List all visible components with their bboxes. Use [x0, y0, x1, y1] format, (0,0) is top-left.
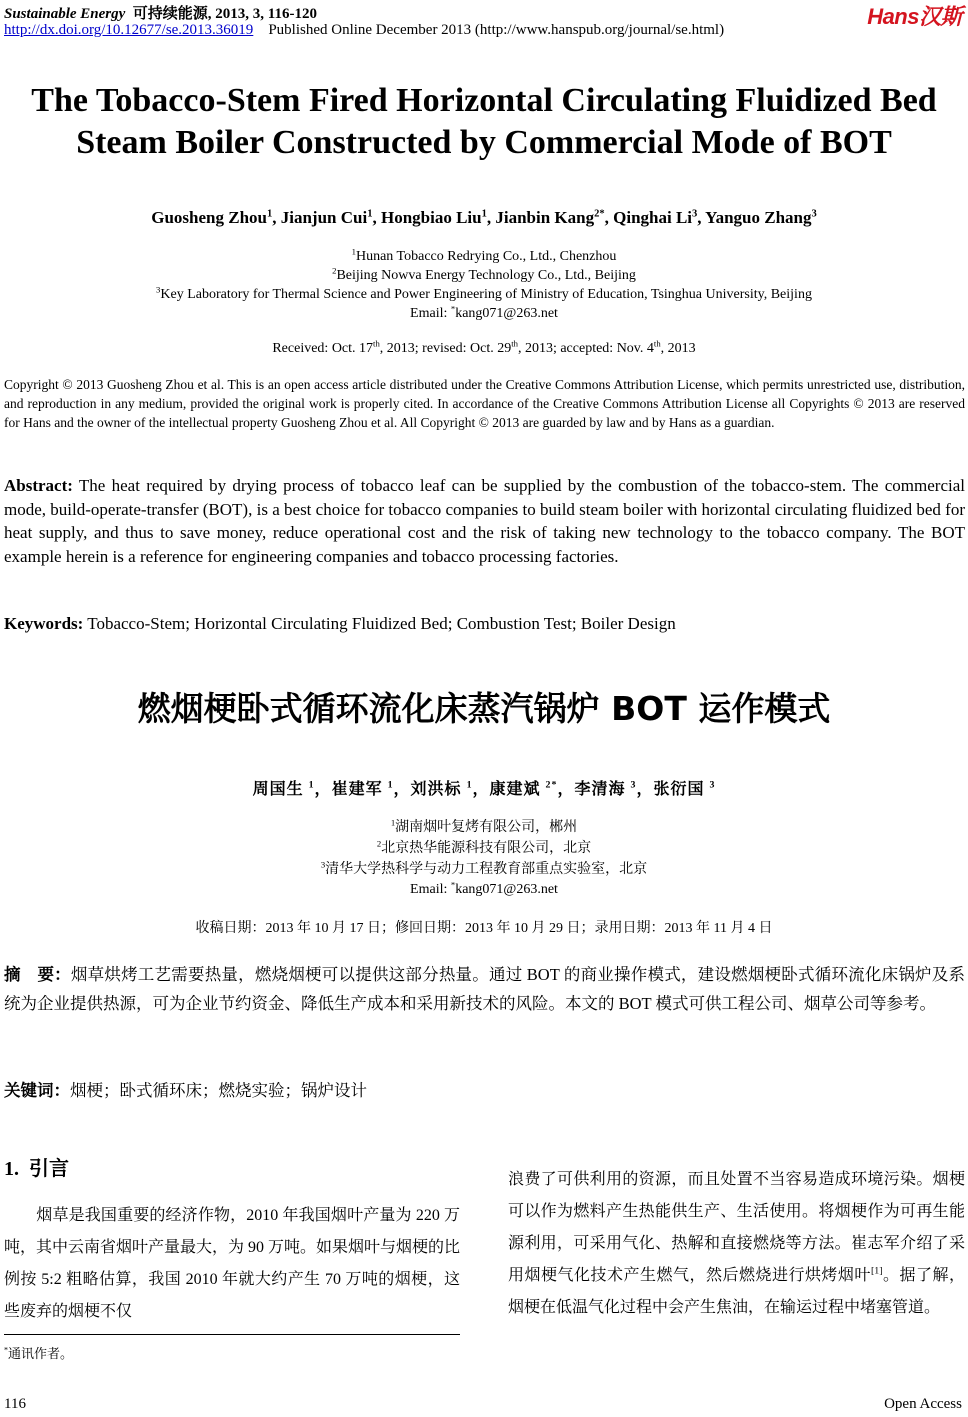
journal-name-cn: 可持续能源, 2013, 3, 116-120 [132, 6, 317, 22]
paper-title-en [0, 80, 968, 164]
author-separator: , [486, 208, 496, 227]
affiliation-marker: 3 [156, 284, 161, 295]
affiliation-text: 湖南烟叶复烤有限公司，郴州 [395, 820, 578, 835]
affiliation-text: Key Laboratory for Thermal Science and Power Engineering of Ministry of Education, Tsinghua University, Beijing [160, 287, 812, 302]
paper-title-cn: 燃烟梗卧式循环流化床蒸汽锅炉 BOT 运作模式 [137, 689, 831, 728]
author-affiliation-marker: 3 [811, 208, 817, 220]
body-text-left: 烟草是我国重要的经济作物，2010 年我国烟叶产量为 220 万吨，其中云南省烟叶产量最大，为 90 万吨。如果烟叶与烟梗的比例按 5:2 粗略估算，我国 2010 年就大约产生 70 万吨的烟梗，这些废弃的烟梗不仅 [4, 1207, 461, 1320]
author-name: Qinghai Li [613, 208, 693, 227]
author-affiliation-marker: 3 [709, 779, 716, 791]
author-separator: ， [472, 781, 490, 798]
email-address[interactable]: kang071@263.net [455, 306, 558, 321]
email-label: Email: [410, 306, 451, 321]
abstract-text: The heat required by drying process of tobacco leaf can be supplied by the combustion of the tobacco-stem. The commercial mode, build-operate-transfer (BOT), is a best choice for tobacco companies to build steam boiler with horizontal circulating fluidized bed for heat supply, and thus to save money, reduce operational cost and the risk of taking new technology to the tobacco company. The BOT example herein is a reference for engineering companies and tobacco processing factories. [4, 476, 965, 566]
author-name: Jianbin Kang [495, 208, 595, 227]
footnote: *通讯作者。 [4, 1345, 74, 1361]
doi-line [4, 22, 724, 39]
author-separator: , [372, 208, 381, 227]
affiliation-marker: 2 [332, 265, 337, 276]
published-info: Published Online December 2013 (http://www.hanspub.org/journal/se.html) [268, 22, 725, 38]
author-separator: ， [557, 781, 575, 798]
keywords-text-cn: 烟梗；卧式循环床；燃烧实验；锅炉设计 [70, 1081, 367, 1100]
author-affiliation-marker: 1 [387, 779, 394, 791]
footnote-divider [4, 1334, 460, 1335]
received-dates-cn: 收稿日期：2013 年 10 月 17 日；修回日期：2013 年 10 月 29 日；录用日期：2013 年 11 月 4 日 [195, 921, 773, 936]
email-line-cn: Email: *kang071@263.net [410, 879, 558, 897]
author-name: Hongbiao Liu [380, 208, 482, 227]
author-name: 崔建军 [331, 781, 388, 798]
affiliations-en [0, 247, 968, 304]
author-affiliation-marker: 1 [367, 208, 373, 220]
author-separator: , [272, 208, 281, 227]
journal-name: Sustainable Energy [4, 6, 126, 22]
author-name: 康建斌 [489, 781, 546, 798]
author-affiliation-marker: 1 [266, 208, 273, 220]
author-name: 周国生 [252, 781, 309, 798]
affiliation [0, 859, 968, 880]
affiliation-text: 北京热华能源科技有限公司，北京 [381, 841, 592, 856]
author-separator: , [604, 208, 614, 227]
author-affiliation-marker: 3 [630, 779, 637, 791]
author-affiliation-marker: 2* [594, 208, 605, 220]
publisher-logo: Hans汉斯 [867, 4, 962, 29]
author-affiliation-marker: 1 [466, 779, 473, 791]
affiliation [0, 247, 968, 266]
affiliation-text: Hunan Tobacco Redrying Co., Ltd., Chenzhou [355, 249, 617, 264]
section-heading: 1. 引言 [4, 1158, 69, 1180]
author-name: Jianjun Cui [280, 208, 368, 227]
keywords-label: Keywords: [4, 614, 84, 633]
body-text-right: 浪费了可供利用的资源，而且处置不当容易造成环境污染。烟梗可以作为燃料产生热能供生产、生活使用。将烟梗作为可再生能源利用，可采用气化、热解和直接燃烧等方法。崔志军介绍了采用烟梗气化技术产生燃气，然后燃烧进行烘烤烟叶[1]。据了解，烟梗在低温气化过程中会产生焦油，在输运过程中堵塞管道。 [508, 1171, 965, 1316]
affiliation [0, 266, 968, 285]
author-name: Yanguo Zhang [705, 208, 812, 227]
abstract-text-cn: 烟草烘烤工艺需要热量，燃烧烟梗可以提供这部分热量。通过 BOT 的商业操作模式，建设燃烟梗卧式循环流化床锅炉及系统为企业提供热源，可为企业节约资金、降低生产成本和采用新技术的风险。本文的 BOT 模式可供工程公司、烟草公司等参考。 [4, 965, 966, 1013]
author-separator: ， [393, 781, 411, 798]
author-affiliation-marker: 1 [481, 208, 487, 220]
keywords-label-cn: 关键词： [4, 1081, 70, 1100]
author-name: Guosheng Zhou [151, 208, 267, 227]
keywords-en [4, 612, 965, 636]
affiliation-marker: 3 [320, 859, 326, 870]
affiliation-text: 清华大学热科学与动力工程教育部重点实验室，北京 [325, 862, 648, 877]
affiliation [0, 838, 968, 859]
doi-link[interactable]: http://dx.doi.org/10.12677/se.2013.36019 [4, 22, 254, 38]
journal-header [4, 2, 317, 23]
abstract-cn [4, 960, 965, 1018]
author-separator: , [697, 208, 706, 227]
affiliation [0, 817, 968, 838]
affiliation-marker: 1 [390, 817, 396, 828]
copyright-notice: Copyright © 2013 Guosheng Zhou et al. This is an open access article distributed under the Creative Commons Attribution License, which permits unrestricted use, distribution, and reproduction in any medium, provided the original work is properly cited. In accordance of the Creative Commons Attribution License all Copyrights © 2013 are reserved for Hans and the owner of the intellectual property Guosheng Zhou et al. All Copyright © 2013 are guarded by law and by Hans as a guardian. [4, 377, 965, 430]
citation-ref[interactable]: [1] [870, 1265, 883, 1277]
keywords-text: Tobacco-Stem; Horizontal Circulating Fluidized Bed; Combustion Test; Boiler Design [83, 614, 676, 633]
received-dates: Received: Oct. 17th, 2013; revised: Oct. 29th, 2013; accepted: Nov. 4th, 2013 [272, 338, 696, 356]
affiliation-marker: 1 [351, 246, 356, 257]
affiliation-marker: 2 [376, 838, 382, 849]
title-line: The Tobacco-Stem Fired Horizontal Circulating Fluidized Bed [31, 82, 937, 119]
abstract-label: Abstract: [4, 476, 73, 495]
author-list-en [0, 208, 968, 228]
author-name: 刘洪标 [410, 781, 467, 798]
affiliation-text: Beijing Nowva Energy Technology Co., Ltd., Beijing [336, 268, 636, 283]
author-name: 李清海 [574, 781, 631, 798]
author-affiliation-marker: 3 [692, 208, 698, 220]
email-line [0, 304, 968, 323]
affiliation [0, 285, 968, 304]
author-separator: ， [636, 781, 654, 798]
page-number: 116 [4, 1396, 26, 1412]
affiliations-cn [0, 817, 968, 880]
title-line: Steam Boiler Constructed by Commercial Mode of BOT [76, 124, 892, 161]
keywords-cn [4, 1076, 965, 1105]
author-list-cn [0, 776, 968, 799]
email-marker: * [450, 303, 456, 314]
author-separator: ， [314, 781, 332, 798]
author-affiliation-marker: 2* [545, 779, 558, 791]
abstract-en [4, 474, 965, 568]
author-affiliation-marker: 1 [308, 779, 315, 791]
open-access-label: Open Access [884, 1396, 962, 1412]
abstract-label-cn: 摘 要： [4, 965, 71, 984]
author-name: 张衍国 [653, 781, 710, 798]
